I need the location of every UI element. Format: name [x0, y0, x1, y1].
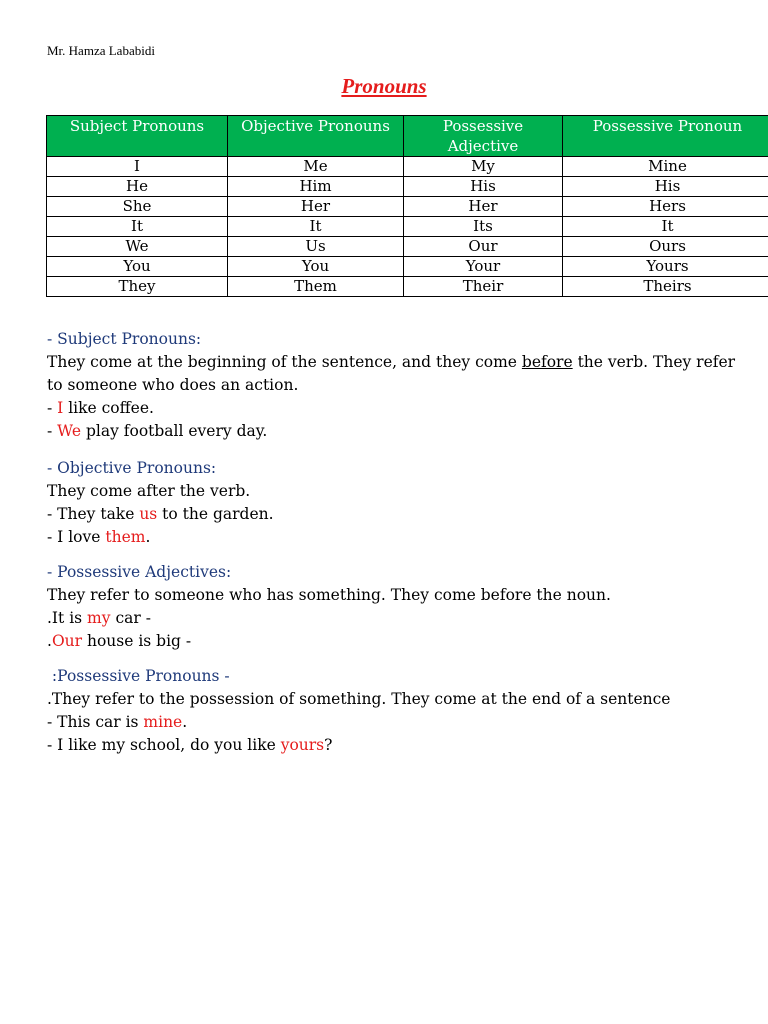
table-cell: Us — [228, 237, 404, 257]
table-cell: Their — [404, 277, 563, 297]
subject-pronouns-description: They come at the beginning of the sentence, and they come before the verb. They refer to someone who does an action. — [47, 353, 736, 394]
table-cell: You — [228, 257, 404, 277]
possessive-adjectives-description: They refer to someone who has something. They come before the noun. — [47, 586, 611, 604]
adjective-example-1: .It is my car - — [47, 609, 151, 627]
table-cell: It — [228, 217, 404, 237]
table-cell: She — [47, 197, 228, 217]
header-subject-pronouns: Subject Pronouns — [47, 116, 228, 157]
table-cell: Hers — [563, 197, 768, 217]
possessive-adjectives-heading: - Possessive Adjectives: — [47, 563, 232, 581]
table-cell: I — [47, 157, 228, 177]
table-cell: Me — [228, 157, 404, 177]
table-cell: Yours — [563, 257, 768, 277]
table-cell: Her — [404, 197, 563, 217]
possessive-example-2: - I like my school, do you like yours? — [47, 736, 333, 754]
table-cell: My — [404, 157, 563, 177]
table-cell: Ours — [563, 237, 768, 257]
possessive-adjectives-section — [47, 561, 747, 653]
table-cell: Its — [404, 217, 563, 237]
pronouns-table — [46, 115, 768, 297]
table-header-row — [47, 116, 768, 157]
header-possessive-pronoun: Possessive Pronoun — [563, 116, 768, 157]
table-cell: They — [47, 277, 228, 297]
table-row — [47, 217, 768, 237]
table-cell: Him — [228, 177, 404, 197]
table-cell: Theirs — [563, 277, 768, 297]
table-cell: He — [47, 177, 228, 197]
objective-pronouns-section — [47, 457, 747, 549]
objective-pronouns-description: They come after the verb. — [47, 482, 251, 500]
table-cell: We — [47, 237, 228, 257]
table-cell: Your — [404, 257, 563, 277]
table-row — [47, 237, 768, 257]
possessive-example-1: - This car is mine. — [47, 713, 188, 731]
page-title: Pronouns — [341, 74, 427, 98]
table-cell: His — [404, 177, 563, 197]
table-cell: Our — [404, 237, 563, 257]
possessive-pronouns-description: .They refer to the possession of something. They come at the end of a sentence — [47, 690, 671, 708]
table-cell: Mine — [563, 157, 768, 177]
table-row — [47, 157, 768, 177]
table-cell: Them — [228, 277, 404, 297]
table-row — [47, 177, 768, 197]
author-name: Mr. Hamza Lababidi — [47, 43, 155, 58]
table-cell: It — [563, 217, 768, 237]
header-objective-pronouns: Objective Pronouns — [228, 116, 404, 157]
possessive-pronouns-heading: :Possessive Pronouns - — [47, 667, 230, 685]
header-possessive-adjective: Possessive Adjective — [404, 116, 563, 157]
subject-pronouns-heading: - Subject Pronouns: — [47, 330, 202, 348]
adjective-example-2: .Our house is big - — [47, 632, 192, 650]
possessive-pronouns-section — [47, 665, 747, 757]
table-cell: His — [563, 177, 768, 197]
subject-example-1: - I like coffee. — [47, 399, 154, 417]
subject-pronouns-section — [47, 328, 747, 443]
table-cell: It — [47, 217, 228, 237]
objective-example-1: - They take us to the garden. — [47, 505, 274, 523]
table-cell: Her — [228, 197, 404, 217]
objective-pronouns-heading: - Objective Pronouns: — [47, 459, 217, 477]
table-cell: You — [47, 257, 228, 277]
subject-example-2: - We play football every day. — [47, 422, 268, 440]
table-row — [47, 197, 768, 217]
table-row — [47, 277, 768, 297]
table-row — [47, 257, 768, 277]
objective-example-2: - I love them. — [47, 528, 151, 546]
